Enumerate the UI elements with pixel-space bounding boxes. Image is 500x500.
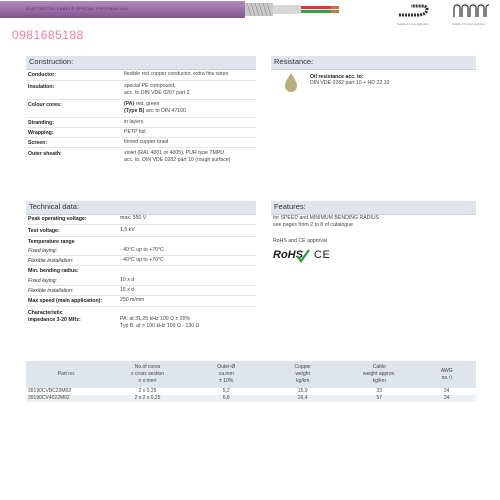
impedance-value-line2: Typ B: at > 100 kHz 100 Ω - 130 Ω [120, 323, 200, 329]
temp-fixed-value: - 40°C up to +70°C [120, 247, 164, 253]
oil-drop-icon [283, 72, 299, 94]
outer-sheath-value-line2: acc. to. DIN VDE 0282 part 10 (rough surface) [124, 157, 231, 163]
cell-cable-weight: 57 [341, 395, 418, 402]
cell-outer-diameter: 5,2 [188, 388, 265, 395]
rohs-checkmark-icon [296, 249, 310, 263]
features-line1: for SPEED and MINIMUM BENDING RADIUS [273, 215, 380, 221]
temp-fixed-label: Fixed laying: [28, 248, 58, 254]
test-voltage-value: 1,5 kV [120, 227, 135, 233]
resistance-header [271, 56, 476, 70]
impedance-label-line2: impedance 3-20 MHz: [28, 317, 81, 323]
divider [26, 80, 256, 81]
cell-copper-weight: 15,9 [265, 388, 342, 395]
divider [26, 137, 256, 138]
wrapping-value: PETP foil [124, 129, 146, 135]
cell-outer-diameter: 6,8 [188, 395, 265, 402]
cell-awg: 24 [418, 395, 477, 402]
features-header [271, 201, 476, 215]
table-row [26, 388, 476, 395]
cable-print-text: ELETTROTEK-KABEL® SPECIAL PROFIBUS 644 [26, 6, 129, 11]
construction-title: Construction: [29, 57, 74, 66]
impedance-value-line1: PA: at 31,25 kHz 100 Ω ± 20% [120, 316, 191, 322]
chain-application-logo [397, 4, 439, 24]
insulation-value-line1: special PE compound, [124, 83, 176, 89]
wrapping-label: Wrapping: [28, 130, 54, 136]
header-cores: No.of cores x cross section n x mm² [107, 361, 188, 388]
divider [26, 255, 256, 256]
oil-resistance-heading: Oil resistance acc. to: [310, 74, 364, 80]
insulation-value-line2: acc. to DIN VDE 0207 part 2 [124, 90, 190, 96]
peak-voltage-label: Peak operating voltage: [28, 216, 87, 222]
bend-flexible-value: 15 x d [120, 287, 135, 293]
max-speed-label: Max speed (main application): [28, 298, 103, 304]
divider [26, 224, 256, 225]
construction-header [26, 56, 256, 70]
resistance-title: Resistance: [274, 57, 314, 66]
stranding-label: Stranding: [28, 120, 54, 126]
header-awg: AWG no.¹) [418, 361, 477, 388]
technical-data-title: Technical data: [29, 202, 80, 211]
cell-awg: 24 [418, 388, 477, 395]
temp-flexible-value: - 40°C up to +70°C [120, 257, 164, 263]
table-header-row [26, 361, 476, 388]
features-title: Features: [274, 202, 306, 211]
insulation-label: Insulation: [28, 84, 55, 90]
colour-cores-value-line1: (PA) red, green [124, 101, 160, 107]
product-table [26, 361, 476, 402]
features-line2: see pages from 2 to 8 of catalogue [273, 222, 353, 228]
technical-data-header [26, 201, 256, 215]
colour-cores-value-line2: (Type B) acc to DIN 47100 [124, 108, 186, 114]
cell-part-no: 39190CV4022M02 [26, 395, 107, 402]
divider [26, 147, 256, 148]
temperature-range-label: Temperature range [28, 239, 75, 245]
temp-flexible-label: Flexible installation: [28, 258, 74, 264]
bend-flexible-label: Flexible installation: [28, 288, 74, 294]
divider [26, 295, 256, 296]
divider [26, 99, 256, 100]
conductor-label: Conductor: [28, 72, 56, 78]
conductor-value: flexible red copper conductor, extra fine wires [124, 71, 229, 77]
max-speed-value: 250 m/min [120, 297, 145, 303]
torsion-logo-caption: Suitable for torsion application [452, 23, 486, 26]
chain-logo-caption: Suitable for chain application [397, 23, 429, 26]
cell-cores: 2 x 0,25 [107, 388, 188, 395]
divider [26, 117, 256, 118]
colour-cores-label: Colour cores: [28, 102, 62, 108]
rohs-mark: RoHS [273, 249, 303, 261]
bend-fixed-label: Fixed laying: [28, 278, 58, 284]
torsion-application-logo [452, 4, 492, 24]
screen-value: tinned copper braid [124, 139, 169, 145]
energy-chain-icon [397, 4, 439, 18]
divider [26, 127, 256, 128]
cell-cores: 2 x 2 x 0,25 [107, 395, 188, 402]
divider [26, 285, 256, 286]
outer-sheath-value-line1: violet (RAL 4001 or 4005), PUR type TMPU [124, 150, 225, 156]
test-voltage-label: Test voltage: [28, 228, 60, 234]
header-outer-diameter: Outer-Ø ca.mm ± 10% [188, 361, 265, 388]
cell-part-no: 39190CVBC20M02 [26, 388, 107, 395]
cell-copper-weight: 26,4 [265, 395, 342, 402]
outer-sheath-label: Outer sheath: [28, 151, 62, 157]
bend-fixed-value: 10 x d [120, 277, 135, 283]
divider [26, 306, 256, 307]
stranding-value: in layers [124, 119, 144, 125]
impedance-label-line1: Characteristic [28, 310, 63, 316]
divider [26, 265, 256, 266]
approval-text: RoHS and CE approval [273, 238, 327, 244]
bending-radius-label: Min. bending radius: [28, 268, 79, 274]
table-row [26, 395, 476, 402]
phone-number: 0981685188 [12, 28, 84, 42]
header-copper-weight: Copper weight kg/km [265, 361, 342, 388]
header-part-no: Part no. [26, 361, 107, 388]
screen-label: Screen: [28, 140, 48, 146]
torsion-spring-icon [452, 4, 492, 18]
oil-resistance-detail: DIN VDE 0282 part 10 + HD 22.10 [310, 80, 390, 86]
header-cable-weight: Cable weight approx. kg/km [341, 361, 418, 388]
peak-voltage-value: max. 350 V [120, 215, 147, 221]
cell-cable-weight: 33 [341, 388, 418, 395]
ce-mark: CE [314, 249, 331, 261]
divider [26, 236, 256, 237]
